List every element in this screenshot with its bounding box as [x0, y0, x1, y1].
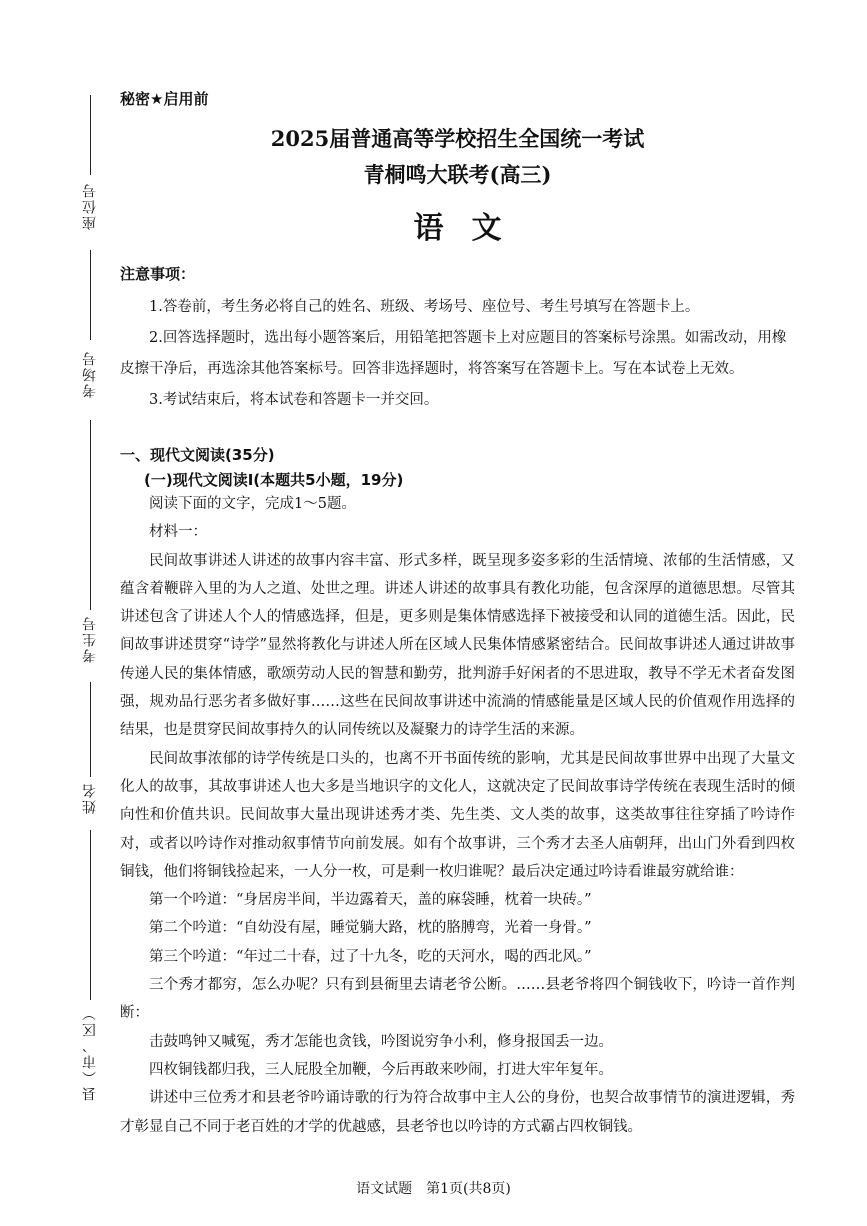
- section-heading: 一、现代文阅读(35分): [120, 446, 275, 464]
- exam-title: 2025届普通高等学校招生全国统一考试: [270, 126, 645, 151]
- paragraph: 讲述中三位秀才和县老爷吟诵诗歌的行为符合故事中主人公的身份，也契合故事情节的演进逻辑，秀才彰显自己不同于老百姓的才学的优越感，县老爷也以吟诗的方式霸占四枚铜钱。: [120, 1090, 795, 1135]
- paragraph: 第三个吟道：“年过二十春，过了十九冬，吃的天河水，喝的西北风。”: [149, 948, 592, 965]
- notice-list: [120, 292, 795, 416]
- notice-item: 1.答卷前，考生务必将自己的姓名、班级、考场号、座位号、考生号填写在答题卡上。: [149, 299, 700, 315]
- seat-label: 座位号: [82, 182, 98, 230]
- exam-subtitle: 青桐鸣大联考(高三): [363, 162, 552, 187]
- notice-item: 3.考试结束后，将本试卷和答题卡一并交回。: [149, 392, 439, 408]
- paragraph: 四枚铜钱都归我，三人屁股全加鞭，今后再敢来吵闹，打进大牢年复年。: [149, 1061, 613, 1078]
- notice-item: 2.回答选择题时，选出每小题答案后，用铅笔把答题卡上对应题目的答案标号涂黑。如需改动，用橡皮擦干净后，再选涂其他答案标号。回答非选择题时，将答案写在答题卡上。写在本试卷上无效。: [120, 330, 787, 377]
- material-label: 材料一：: [149, 524, 207, 541]
- sidebar-rule: [90, 682, 91, 777]
- room-label: 考场号: [82, 350, 98, 398]
- paragraph: 三个秀才都穷，怎么办呢？只有到县衙里去请老爷公断。……县老爷将四个铜钱收下，吟诗一首作判断：: [120, 977, 795, 1022]
- instruction: 阅读下面的文字，完成1～5题。: [149, 496, 356, 512]
- sub-section-heading: (一)现代文阅读Ⅰ(本题共5小题，19分): [144, 471, 404, 489]
- notice-heading: 注意事项：: [120, 265, 196, 283]
- paragraph: 民间故事浓郁的诗学传统是口头的，也离不开书面传统的影响，尤其是民间故事世界中出现了大量文化人的故事，其故事讲述人也大多是当地识字的文化人，这就决定了民间故事诗学传统在表现生活时的倾向性和价值共识。民间故事大量出现讲述秀才类、先生类、文人类的故事，这类故事往往穿插了吟诗作对，或者以吟诗作对推动叙事情节向前发展。如有个故事讲，三个秀才去圣人庙朝拜，出山门外看到四枚铜钱，他们将铜钱捡起来，一人分一枚，可是剩一枚归谁呢？最后决定通过吟诗看谁最穷就给谁：: [120, 750, 795, 880]
- sidebar-rule: [90, 95, 91, 175]
- secret-mark: 秘密★启用前: [120, 90, 209, 108]
- sidebar-rule: [90, 830, 91, 1000]
- county-label: 县（市、区）: [82, 1005, 98, 1101]
- paragraph: 民间故事讲述人讲述的故事内容丰富、形式多样，既呈现多姿多彩的生活情境、浓郁的生活情感，又蕴含着鞭辟入里的为人之道、处世之理。讲述人讲述的故事具有教化功能，包含深厚的道德思想。尽管其讲述包含了讲述人个人的情感选择，但是，更多则是集体情感选择下被接受和认同的道德生活。因此，民间故事讲述贯穿“诗学”显然将教化与讲述人所在区域人民集体情感紧密结合。民间故事讲述人通过讲故事传递人民的集体情感，歌颂劳动人民的智慧和勤劳，批判游手好闲者的不思进取，教导不学无术者奋发图强，规劝品行恶劣者多做好事……这些在民间故事讲述中流淌的情感能量是区域人民的价值观作用选择的结果，也是贯穿民间故事持久的认同传统以及凝聚力的诗学生活的来源。: [120, 552, 795, 739]
- exam-page: [120, 88, 795, 1141]
- paragraph: 第一个吟道：“身居房半间，半边露着天，盖的麻袋睡，枕着一块砖。”: [149, 892, 592, 909]
- paragraph: 第二个吟道：“自幼没有屋，睡觉躺大路，枕的胳膊弯，光着一身骨。”: [149, 920, 592, 937]
- sidebar-rule: [90, 250, 91, 340]
- sidebar-rule: [90, 420, 91, 610]
- page-footer: 语文试题 第1页(共8页): [356, 1181, 511, 1197]
- subject-title: 语文: [413, 211, 530, 246]
- paragraph: 击鼓鸣钟又喊冤，秀才怎能也贪钱，吟图说穷争小利，修身报国丢一边。: [149, 1033, 613, 1050]
- exam-no-label: 考生号: [82, 615, 98, 663]
- reading-body: [120, 490, 795, 1141]
- name-label: 姓名: [82, 782, 98, 814]
